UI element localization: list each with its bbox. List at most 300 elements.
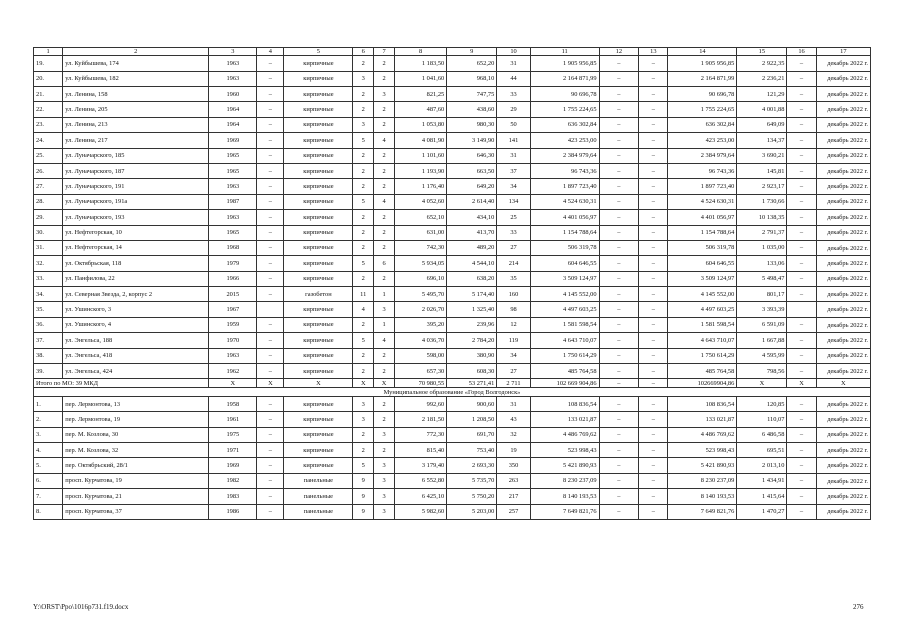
table-cell: – <box>787 117 816 132</box>
table-cell: 2 <box>353 163 374 178</box>
table-cell: 27 <box>497 364 530 379</box>
table-cell: 2015 <box>209 287 257 302</box>
table-cell: 29 <box>497 102 530 117</box>
table-cell: 1959 <box>209 317 257 332</box>
table-cell: – <box>257 364 284 379</box>
table-cell: 5 735,70 <box>447 473 497 488</box>
table-cell: кирпичные <box>284 225 353 240</box>
table-cell: панельные <box>284 504 353 519</box>
table-cell: 1963 <box>209 179 257 194</box>
table-row <box>34 86 871 101</box>
total-label: Итого по МО: 39 МКД <box>34 379 209 388</box>
table-cell: – <box>639 302 668 317</box>
table-cell: декабрь 2022 г. <box>816 163 870 178</box>
table-cell: 35 <box>497 271 530 286</box>
table-cell: 772,30 <box>395 427 447 442</box>
table-cell: – <box>257 179 284 194</box>
table-cell: 2 <box>353 148 374 163</box>
table-cell: 34. <box>34 287 63 302</box>
table-cell: – <box>257 412 284 427</box>
table-cell: – <box>639 210 668 225</box>
table-cell: – <box>599 458 639 473</box>
table-row <box>34 302 871 317</box>
table-cell: – <box>599 473 639 488</box>
table-cell: 31 <box>497 396 530 411</box>
table-cell: 6 486,58 <box>737 427 787 442</box>
total-cell: X <box>209 379 257 388</box>
table-cell: 3 <box>353 396 374 411</box>
table-cell: 1 755 224,65 <box>668 102 737 117</box>
table-cell: декабрь 2022 г. <box>816 504 870 519</box>
table-row <box>34 133 871 148</box>
table-cell: декабрь 2022 г. <box>816 489 870 504</box>
table-cell: 2 <box>353 210 374 225</box>
table-cell: 3 <box>374 489 395 504</box>
table-cell: – <box>257 443 284 458</box>
table-cell: – <box>787 194 816 209</box>
table-cell: 2 384 979,64 <box>530 148 599 163</box>
table-cell: 2 <box>374 148 395 163</box>
table-cell: 1 325,40 <box>447 302 497 317</box>
table-row <box>34 287 871 302</box>
table-cell: 1 750 614,29 <box>668 348 737 363</box>
total-cell: 70 980,55 <box>395 379 447 388</box>
table-cell: 2 <box>353 56 374 71</box>
table-cell: – <box>599 287 639 302</box>
table-cell: 2 <box>353 225 374 240</box>
table-cell: 12 <box>497 317 530 332</box>
table-cell: 5 <box>353 458 374 473</box>
column-number: 7 <box>374 48 395 56</box>
page-number: 276 <box>853 603 864 611</box>
table-cell: – <box>787 443 816 458</box>
section-header-row <box>34 388 871 397</box>
table-cell: 1 897 723,40 <box>530 179 599 194</box>
table-cell: – <box>639 117 668 132</box>
table-cell: ул. Ленина, 217 <box>63 133 209 148</box>
table-cell: кирпичные <box>284 333 353 348</box>
table-cell: ул. Энгельса, 188 <box>63 333 209 348</box>
table-cell: 3 690,21 <box>737 148 787 163</box>
table-cell: 2 923,17 <box>737 179 787 194</box>
table-cell: 133,06 <box>737 256 787 271</box>
table-cell: 27 <box>497 240 530 255</box>
table-cell: 2 922,35 <box>737 56 787 71</box>
total-cell: 53 271,41 <box>447 379 497 388</box>
table-cell: 2 <box>374 225 395 240</box>
table-cell: – <box>787 163 816 178</box>
table-cell: – <box>257 348 284 363</box>
table-cell: 96 743,36 <box>668 163 737 178</box>
table-cell: 1 176,40 <box>395 179 447 194</box>
table-cell: декабрь 2022 г. <box>816 302 870 317</box>
table-cell: – <box>787 179 816 194</box>
table-cell: 22. <box>34 102 63 117</box>
table-cell: 380,90 <box>447 348 497 363</box>
table-cell: 1987 <box>209 194 257 209</box>
table-cell: – <box>639 56 668 71</box>
table-cell: – <box>787 396 816 411</box>
table-cell: 5 498,47 <box>737 271 787 286</box>
table-cell: 652,10 <box>395 210 447 225</box>
table-cell: 4 <box>374 194 395 209</box>
table-cell: – <box>787 148 816 163</box>
table-cell: кирпичные <box>284 348 353 363</box>
table-cell: 1971 <box>209 443 257 458</box>
table-cell: – <box>639 396 668 411</box>
table-cell: – <box>639 333 668 348</box>
table-cell: 134,37 <box>737 133 787 148</box>
table-cell: кирпичные <box>284 240 353 255</box>
table-cell: 1 154 788,64 <box>668 225 737 240</box>
table-cell: – <box>599 364 639 379</box>
table-cell: 1982 <box>209 473 257 488</box>
table-cell: 2 384 979,64 <box>668 148 737 163</box>
table-cell: кирпичные <box>284 86 353 101</box>
table-cell: 2 <box>374 412 395 427</box>
table-cell: 6 <box>374 256 395 271</box>
table-cell: 2 <box>374 102 395 117</box>
column-number: 4 <box>257 48 284 56</box>
table-cell: 438,60 <box>447 102 497 117</box>
table-cell: 649,09 <box>737 117 787 132</box>
table-cell: декабрь 2022 г. <box>816 56 870 71</box>
table-cell: – <box>599 240 639 255</box>
table-cell: 19. <box>34 56 63 71</box>
table-cell: 1 415,64 <box>737 489 787 504</box>
table-cell: 4 486 769,62 <box>668 427 737 442</box>
table-cell: 1 434,91 <box>737 473 787 488</box>
table-cell: 6. <box>34 473 63 488</box>
table-cell: – <box>787 225 816 240</box>
table-cell: 11 <box>353 287 374 302</box>
footer-file-path: Y:\ORST\Ppo\1016p731.f19.docx <box>33 603 129 611</box>
table-cell: 1968 <box>209 240 257 255</box>
table-cell: 604 646,55 <box>668 256 737 271</box>
table-row <box>34 427 871 442</box>
table-cell: кирпичные <box>284 396 353 411</box>
table-cell: панельные <box>284 473 353 488</box>
table-row <box>34 504 871 519</box>
table-cell: 1962 <box>209 364 257 379</box>
table-cell: – <box>599 210 639 225</box>
table-cell: – <box>639 102 668 117</box>
table-cell: декабрь 2022 г. <box>816 443 870 458</box>
table-cell: 4 401 056,97 <box>530 210 599 225</box>
table-cell: – <box>787 256 816 271</box>
table-cell: кирпичные <box>284 256 353 271</box>
table-cell: – <box>599 71 639 86</box>
table-cell: 3. <box>34 427 63 442</box>
total-cell: 2 711 <box>497 379 530 388</box>
table-cell: – <box>599 504 639 519</box>
table-cell: 523 998,43 <box>668 443 737 458</box>
table-cell: – <box>639 163 668 178</box>
table-cell: 5 <box>353 333 374 348</box>
table-cell: 3 <box>353 412 374 427</box>
table-cell: 1965 <box>209 225 257 240</box>
table-cell: декабрь 2022 г. <box>816 427 870 442</box>
total-cell: X <box>737 379 787 388</box>
table-cell: газобетон <box>284 287 353 302</box>
table-cell: – <box>787 86 816 101</box>
table-cell: 2 181,50 <box>395 412 447 427</box>
table-cell: – <box>599 148 639 163</box>
table-cell: 34 <box>497 179 530 194</box>
table-cell: – <box>599 133 639 148</box>
table-cell: 3 <box>374 504 395 519</box>
table-row <box>34 163 871 178</box>
table-cell: – <box>639 194 668 209</box>
table-cell: декабрь 2022 г. <box>816 412 870 427</box>
table-cell: декабрь 2022 г. <box>816 473 870 488</box>
total-cell: 102 669 904,86 <box>530 379 599 388</box>
table-cell: пер. М. Козлова, 32 <box>63 443 209 458</box>
column-number: 17 <box>816 48 870 56</box>
table-row <box>34 148 871 163</box>
table-cell: 21. <box>34 86 63 101</box>
table-row <box>34 348 871 363</box>
table-cell: – <box>787 56 816 71</box>
table-cell: – <box>787 333 816 348</box>
table-cell: – <box>787 271 816 286</box>
table-cell: 133 021,87 <box>530 412 599 427</box>
table-cell: 2 <box>374 117 395 132</box>
table-cell: 4 643 710,07 <box>668 333 737 348</box>
table-cell: 30. <box>34 225 63 240</box>
table-row <box>34 473 871 488</box>
table-cell: 646,30 <box>447 148 497 163</box>
column-number: 3 <box>209 48 257 56</box>
table-cell: 663,50 <box>447 163 497 178</box>
table-cell: – <box>257 133 284 148</box>
table-cell: – <box>787 287 816 302</box>
table-cell: кирпичные <box>284 412 353 427</box>
table-cell: 2 <box>353 317 374 332</box>
table-cell: 1960 <box>209 86 257 101</box>
table-cell: декабрь 2022 г. <box>816 333 870 348</box>
table-cell: – <box>639 317 668 332</box>
table-cell: панельные <box>284 489 353 504</box>
table-cell: – <box>639 412 668 427</box>
total-row <box>34 379 871 388</box>
column-number: 15 <box>737 48 787 56</box>
table-cell: – <box>257 102 284 117</box>
table-cell: 2 <box>353 364 374 379</box>
table-cell: ул. Нефтегорская, 10 <box>63 225 209 240</box>
table-cell: 4 524 630,31 <box>530 194 599 209</box>
table-cell: 2 614,40 <box>447 194 497 209</box>
table-row <box>34 179 871 194</box>
table-cell: – <box>599 179 639 194</box>
table-cell: 2 <box>353 240 374 255</box>
table-cell: 489,20 <box>447 240 497 255</box>
table-cell: 423 253,00 <box>530 133 599 148</box>
table-cell: 2 <box>353 102 374 117</box>
table-cell: – <box>599 56 639 71</box>
table-cell: – <box>787 240 816 255</box>
table-cell: 38. <box>34 348 63 363</box>
table-cell: 2 <box>374 240 395 255</box>
table-cell: 1 581 598,54 <box>530 317 599 332</box>
table-cell: 5. <box>34 458 63 473</box>
table-cell: – <box>257 473 284 488</box>
table-cell: 2 <box>374 179 395 194</box>
table-cell: кирпичные <box>284 302 353 317</box>
table-cell: 4. <box>34 443 63 458</box>
table-cell: 6 591,09 <box>737 317 787 332</box>
table-cell: – <box>257 504 284 519</box>
table-cell: – <box>787 71 816 86</box>
table-cell: 5 495,70 <box>395 287 447 302</box>
table-cell: 1 041,60 <box>395 71 447 86</box>
column-number: 8 <box>395 48 447 56</box>
table-cell: 485 764,58 <box>668 364 737 379</box>
table-cell: 2 <box>353 443 374 458</box>
table-cell: – <box>639 458 668 473</box>
table-cell: ул. Северная Звезда, 2, корпус 2 <box>63 287 209 302</box>
table-cell: 2 <box>374 210 395 225</box>
table-cell: 506 319,78 <box>668 240 737 255</box>
column-number: 16 <box>787 48 816 56</box>
table-cell: – <box>257 396 284 411</box>
table-cell: 121,29 <box>737 86 787 101</box>
table-cell: 239,96 <box>447 317 497 332</box>
table-cell: – <box>599 163 639 178</box>
total-cell: 102669904,86 <box>668 379 737 388</box>
table-cell: декабрь 2022 г. <box>816 71 870 86</box>
table-cell: 992,60 <box>395 396 447 411</box>
table-cell: 4 145 552,00 <box>530 287 599 302</box>
table-cell: 90 696,78 <box>530 86 599 101</box>
table-cell: 1 035,00 <box>737 240 787 255</box>
table-cell: – <box>639 133 668 148</box>
table-cell: 1966 <box>209 271 257 286</box>
table-row <box>34 256 871 271</box>
table-cell: 6 552,80 <box>395 473 447 488</box>
table-cell: 598,00 <box>395 348 447 363</box>
table-cell: 1 905 956,85 <box>668 56 737 71</box>
table-cell: 8 140 193,53 <box>530 489 599 504</box>
table-cell: 2 <box>374 56 395 71</box>
table-cell: 2 791,37 <box>737 225 787 240</box>
table-cell: – <box>257 71 284 86</box>
table-cell: 50 <box>497 117 530 132</box>
table-cell: 742,30 <box>395 240 447 255</box>
table-row <box>34 364 871 379</box>
table-cell: – <box>787 427 816 442</box>
table-cell: 25 <box>497 210 530 225</box>
column-number: 14 <box>668 48 737 56</box>
table-cell: 4 145 552,00 <box>668 287 737 302</box>
table-cell: 1 905 956,85 <box>530 56 599 71</box>
column-number: 11 <box>530 48 599 56</box>
table-cell: 8 140 193,53 <box>668 489 737 504</box>
table-cell: 217 <box>497 489 530 504</box>
table-cell: 753,40 <box>447 443 497 458</box>
column-number: 6 <box>353 48 374 56</box>
table-cell: – <box>639 179 668 194</box>
table-cell: 395,20 <box>395 317 447 332</box>
table-cell: – <box>787 473 816 488</box>
table-cell: декабрь 2022 г. <box>816 133 870 148</box>
table-cell: 9 <box>353 504 374 519</box>
table-row <box>34 240 871 255</box>
column-number-header <box>34 48 871 56</box>
table-cell: 2 784,20 <box>447 333 497 348</box>
table-row <box>34 489 871 504</box>
table-cell: – <box>599 271 639 286</box>
table-cell: 1 053,80 <box>395 117 447 132</box>
table-cell: 4 524 630,31 <box>668 194 737 209</box>
table-cell: ул. Куйбышева, 182 <box>63 71 209 86</box>
table-cell: 39. <box>34 364 63 379</box>
table-cell: 2 236,21 <box>737 71 787 86</box>
table-cell: кирпичные <box>284 364 353 379</box>
table-cell: ул. Луначарского, 185 <box>63 148 209 163</box>
table-cell: 434,10 <box>447 210 497 225</box>
table-cell: – <box>599 194 639 209</box>
table-cell: 2 <box>374 396 395 411</box>
table-cell: – <box>639 443 668 458</box>
table-cell: 1 581 598,54 <box>668 317 737 332</box>
table-cell <box>257 302 284 317</box>
table-cell: 423 253,00 <box>668 133 737 148</box>
table-cell: 5 421 890,93 <box>530 458 599 473</box>
table-cell: 9 <box>353 473 374 488</box>
table-cell: 5 934,05 <box>395 256 447 271</box>
table-cell: 5 <box>353 194 374 209</box>
table-cell: декабрь 2022 г. <box>816 256 870 271</box>
table-cell: 1 667,88 <box>737 333 787 348</box>
table-cell: 263 <box>497 473 530 488</box>
table-cell: – <box>257 489 284 504</box>
table-cell: 160 <box>497 287 530 302</box>
table-cell: 801,17 <box>737 287 787 302</box>
table-cell: – <box>257 333 284 348</box>
table-cell: 1 193,90 <box>395 163 447 178</box>
total-cell: X <box>787 379 816 388</box>
table-cell: ул. Ленина, 205 <box>63 102 209 117</box>
table-cell: кирпичные <box>284 317 353 332</box>
table-cell: 3 <box>374 458 395 473</box>
column-number: 2 <box>63 48 209 56</box>
table-cell: – <box>639 348 668 363</box>
table-cell: 1 <box>374 287 395 302</box>
table-cell: просп. Курчатова, 21 <box>63 489 209 504</box>
table-cell: 1965 <box>209 163 257 178</box>
table-cell: – <box>639 427 668 442</box>
table-cell: 44 <box>497 71 530 86</box>
table-cell: 657,30 <box>395 364 447 379</box>
table-cell: – <box>639 71 668 86</box>
table-cell: 798,56 <box>737 364 787 379</box>
column-number: 10 <box>497 48 530 56</box>
table-cell: 90 696,78 <box>668 86 737 101</box>
table-cell: 119 <box>497 333 530 348</box>
table-cell: ул. Ушинского, 4 <box>63 317 209 332</box>
table-cell: 4 052,60 <box>395 194 447 209</box>
table-cell: – <box>257 458 284 473</box>
table-cell: 900,60 <box>447 396 497 411</box>
table-cell: – <box>639 489 668 504</box>
table-cell: – <box>599 333 639 348</box>
total-cell: X <box>257 379 284 388</box>
table-cell: 257 <box>497 504 530 519</box>
table-cell: кирпичные <box>284 102 353 117</box>
table-cell: 4 <box>353 302 374 317</box>
table-cell: 3 <box>374 86 395 101</box>
